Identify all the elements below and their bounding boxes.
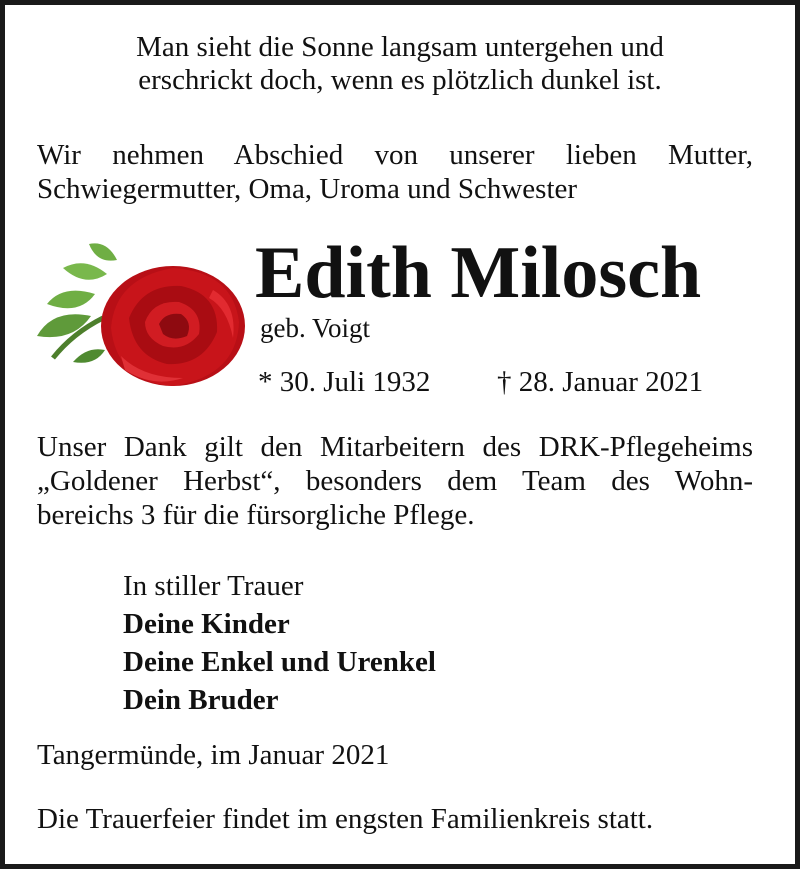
birth-date: * 30. Juli 1932 (258, 366, 431, 398)
mourners-intro: In stiller Trauer (123, 570, 304, 602)
thanks-line-1: Unser Dank gilt den Mitarbeitern des DRK-Pflegeheims (37, 431, 753, 463)
motto-line-1: Man sieht die Sonne langsam untergehen und (136, 31, 664, 63)
death-date: † 28. Januar 2021 (497, 366, 704, 398)
farewell-intro (37, 138, 753, 206)
motto-line-2: erschrickt doch, wenn es plötzlich dunkel ist. (138, 64, 662, 96)
mourners-grandchildren: Deine Enkel und Urenkel (123, 646, 436, 678)
thanks-line-3: bereichs 3 für die fürsorgliche Pflege. (37, 499, 475, 531)
rose-icon (33, 238, 245, 390)
thanks-paragraph (37, 430, 753, 532)
funeral-service-note: Die Trauerfeier findet im engsten Familienkreis statt. (37, 803, 654, 835)
place-and-date: Tangermünde, im Januar 2021 (37, 739, 390, 771)
birth-name: geb. Voigt (260, 313, 371, 343)
mourners-children: Deine Kinder (123, 608, 290, 640)
deceased-name: Edith Milosch (255, 232, 702, 314)
thanks-line-2: „Goldener Herbst“, besonders dem Team des Wohn- (37, 465, 753, 497)
mourners-block (123, 567, 436, 719)
intro-line-1: Wir nehmen Abschied von unserer lieben Mutter, (37, 139, 753, 171)
motto-quote (5, 31, 795, 97)
intro-line-2: Schwiegermutter, Oma, Uroma und Schwester (37, 173, 578, 205)
mourners-brother: Dein Bruder (123, 684, 279, 716)
